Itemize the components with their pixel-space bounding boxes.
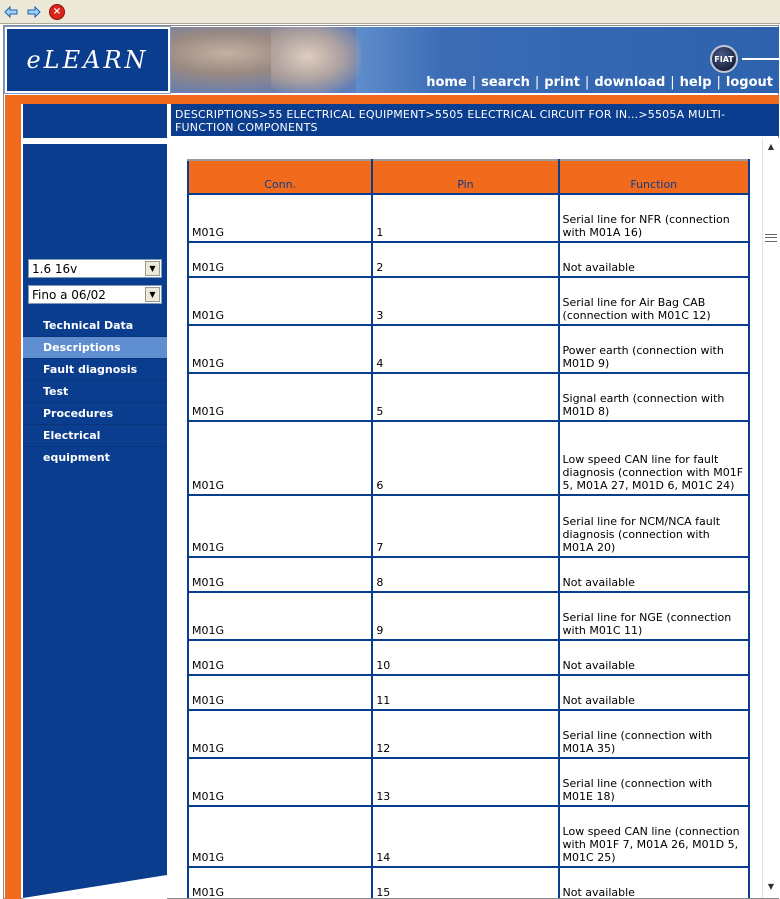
column-header-conn: Conn.: [188, 160, 372, 194]
table-row: [188, 325, 749, 373]
chevron-down-icon[interactable]: ▼: [145, 261, 160, 276]
cell-pin: 2: [372, 242, 558, 277]
cell-conn: M01G: [188, 194, 372, 242]
cell-function: Not available: [559, 675, 749, 710]
table-row: [188, 194, 749, 242]
chevron-down-icon[interactable]: ▼: [145, 287, 160, 302]
sidebar-item-test[interactable]: Test: [23, 381, 167, 403]
sidebar-item-technical-data[interactable]: Technical Data: [23, 315, 167, 337]
cell-function: Not available: [559, 640, 749, 675]
header-banner: [171, 27, 779, 93]
cell-pin: 15: [372, 867, 558, 898]
cell-pin: 5: [372, 373, 558, 421]
cell-pin: 11: [372, 675, 558, 710]
cell-conn: M01G: [188, 710, 372, 758]
sidebar-divider: [23, 138, 167, 144]
column-header-function: Function: [559, 160, 749, 194]
cell-conn: M01G: [188, 640, 372, 675]
cell-conn: M01G: [188, 242, 372, 277]
cell-function: Low speed CAN line (connection with M01F 7, M01A 26, M01D 5, M01C 25): [559, 806, 749, 867]
scroll-up-icon[interactable]: ▲: [767, 142, 775, 151]
date-select[interactable]: [28, 285, 162, 304]
table-row: [188, 373, 749, 421]
elearn-logo: [5, 27, 170, 93]
sidebar-header: [23, 104, 167, 138]
sidebar-footer-decoration: [23, 874, 167, 899]
cell-conn: M01G: [188, 495, 372, 557]
cell-conn: M01G: [188, 806, 372, 867]
table-row: [188, 421, 749, 495]
sidebar-menu: [23, 315, 167, 464]
cell-conn: M01G: [188, 758, 372, 806]
table-row: [188, 557, 749, 592]
cell-function: Low speed CAN line for fault diagnosis (connection with M01F 5, M01A 27, M01D 6, M01C 24): [559, 421, 749, 495]
pin-table: [187, 159, 750, 898]
logo-text: eLEARN: [26, 46, 149, 74]
forward-arrow-icon[interactable]: [26, 4, 42, 20]
sidebar-item-descriptions[interactable]: Descriptions: [23, 337, 167, 359]
fiat-logo-icon: FIAT: [710, 45, 738, 73]
top-navigation: [426, 75, 773, 90]
cell-pin: 7: [372, 495, 558, 557]
date-select-value: Fino a 06/02: [32, 287, 106, 302]
cell-function: Not available: [559, 867, 749, 898]
sidebar-item-procedures[interactable]: Procedures: [23, 403, 167, 425]
app-frame: [3, 25, 779, 899]
cell-conn: M01G: [188, 277, 372, 325]
cell-function: Serial line for NCM/NCA fault diagnosis (connection with M01A 20): [559, 495, 749, 557]
cell-conn: M01G: [188, 325, 372, 373]
table-row: [188, 867, 749, 898]
cell-pin: 3: [372, 277, 558, 325]
scroll-down-icon[interactable]: ▼: [767, 882, 775, 891]
table-row: [188, 277, 749, 325]
sidebar-item-electrical-equipment[interactable]: Electrical equipment: [23, 425, 167, 447]
cell-function: Power earth (connection with M01D 9): [559, 325, 749, 373]
cell-conn: M01G: [188, 592, 372, 640]
table-header-row: [188, 160, 749, 194]
cell-function: Serial line for NGE (connection with M01C 11): [559, 592, 749, 640]
cell-function: Not available: [559, 242, 749, 277]
cell-pin: 4: [372, 325, 558, 373]
back-arrow-icon[interactable]: [3, 4, 19, 20]
table-row: [188, 710, 749, 758]
cell-function: Serial line for NFR (connection with M01A 16): [559, 194, 749, 242]
close-icon[interactable]: ×: [49, 4, 65, 20]
nav-download-link[interactable]: download: [594, 75, 666, 90]
cell-conn: M01G: [188, 675, 372, 710]
sidebar-item-fault-diagnosis[interactable]: Fault diagnosis: [23, 359, 167, 381]
cell-pin: 8: [372, 557, 558, 592]
table-row: [188, 640, 749, 675]
cell-pin: 10: [372, 640, 558, 675]
table-row: [188, 806, 749, 867]
table-row: [188, 242, 749, 277]
cell-conn: M01G: [188, 421, 372, 495]
cell-conn: M01G: [188, 373, 372, 421]
nav-print-link[interactable]: print: [544, 75, 580, 90]
cell-pin: 14: [372, 806, 558, 867]
divider: [742, 58, 779, 60]
cell-pin: 6: [372, 421, 558, 495]
left-orange-strip: [5, 104, 21, 899]
cell-function: Serial line (connection with M01A 35): [559, 710, 749, 758]
nav-separator: |: [584, 75, 590, 90]
sidebar: [23, 104, 167, 899]
table-body: [188, 194, 749, 898]
cell-pin: 12: [372, 710, 558, 758]
nav-separator: |: [670, 75, 675, 90]
nav-home-link[interactable]: home: [426, 75, 467, 90]
orange-band: [5, 95, 779, 104]
cell-function: Not available: [559, 557, 749, 592]
scroll-thumb-grip-icon[interactable]: [765, 234, 777, 242]
cell-pin: 13: [372, 758, 558, 806]
engine-select[interactable]: [28, 259, 162, 278]
header-photo: [171, 27, 356, 93]
cell-conn: M01G: [188, 867, 372, 898]
cell-function: Serial line (connection with M01E 18): [559, 758, 749, 806]
engine-select-value: 1.6 16v: [32, 261, 78, 276]
cell-function: Signal earth (connection with M01D 8): [559, 373, 749, 421]
nav-separator: |: [534, 75, 540, 90]
cell-pin: 9: [372, 592, 558, 640]
nav-search-link[interactable]: search: [481, 75, 530, 90]
vertical-scrollbar[interactable]: [762, 138, 779, 898]
nav-separator: |: [716, 75, 721, 90]
cell-function: Serial line for Air Bag CAB (connection with M01C 12): [559, 277, 749, 325]
table-row: [188, 675, 749, 710]
table-row: [188, 758, 749, 806]
table-row: [188, 495, 749, 557]
column-header-pin: Pin: [372, 160, 558, 194]
nav-logout-link[interactable]: logout: [725, 75, 773, 90]
content-area: [171, 138, 761, 898]
table-row: [188, 592, 749, 640]
cell-pin: 1: [372, 194, 558, 242]
browser-toolbar: [0, 0, 780, 24]
nav-help-link[interactable]: help: [679, 75, 712, 90]
cell-conn: M01G: [188, 557, 372, 592]
breadcrumb[interactable]: DESCRIPTIONS>55 ELECTRICAL EQUIPMENT>5505 ELECTRICAL CIRCUIT FOR IN...>5505A MULTI-FUNCTION COMPONENTS: [171, 104, 779, 136]
nav-separator: |: [471, 75, 477, 90]
